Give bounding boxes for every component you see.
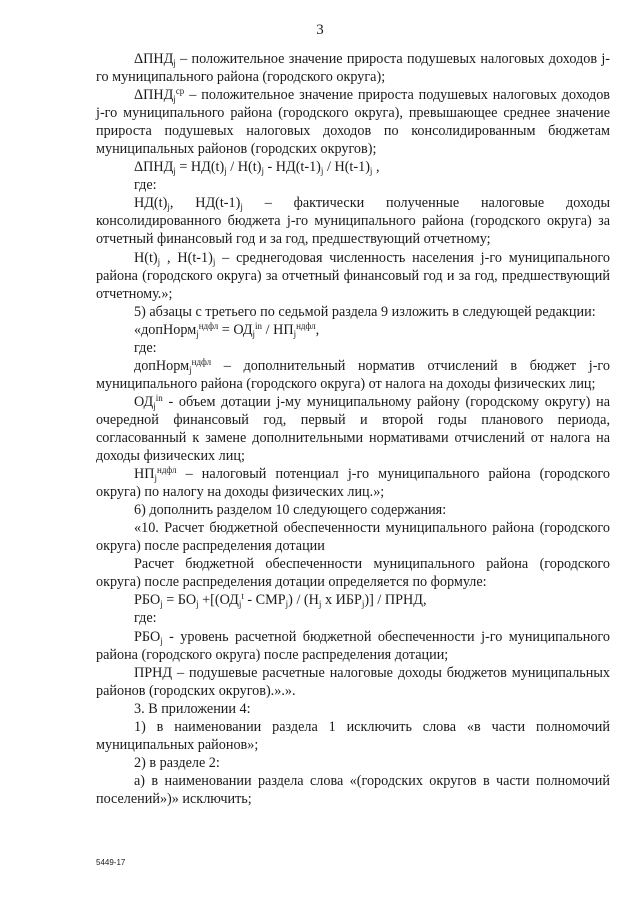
formula	[96, 591, 610, 609]
text-run: НП	[134, 466, 155, 483]
text-run: / НП	[262, 321, 294, 338]
text-run: Расчет бюджетной обеспеченности муниципального района (городского округа) после распределения дотации определяется по формуле:	[96, 556, 610, 591]
text-run: ПРНД – подушевые расчетные налоговые доходы бюджетов муниципальных районов (городских округов).».».	[96, 664, 610, 699]
superscript: ндфл	[191, 356, 212, 367]
subscript: j	[173, 94, 176, 105]
text-run: - уровень расчетной бюджетной обеспеченности j-го муниципального района (городского округа) после распределения дотации;	[96, 628, 610, 663]
paragraph	[96, 357, 610, 393]
text-run: = НД(t)	[175, 159, 225, 176]
text-run: х ИБР	[321, 592, 362, 609]
formula	[96, 158, 610, 176]
text-run: где:	[134, 610, 157, 627]
superscript: in	[155, 392, 163, 403]
subscript: j	[261, 166, 264, 177]
paragraph	[96, 772, 610, 808]
text-run: – положительное значение прироста подушевых налоговых доходов j-го муниципального района (городского округа);	[96, 51, 610, 86]
text-run: - СМР	[243, 592, 286, 609]
text-run: +[(ОД	[198, 592, 239, 609]
text-run: – дополнительный норматив отчислений в бюджет j-го муниципального района (городского округа) от налога на доходы физических лиц;	[96, 357, 610, 392]
subscript: j	[320, 166, 324, 177]
text-run: - НД(t-1)	[263, 159, 321, 176]
superscript: ндфл	[296, 320, 316, 331]
paragraph	[96, 754, 610, 772]
paragraph	[96, 176, 610, 194]
text-run: ΔПНД	[134, 159, 174, 176]
text-run: / Н(t-1)	[323, 159, 370, 176]
text-run: / Н(t)	[226, 159, 262, 176]
subscript: j	[240, 202, 243, 213]
paragraph	[96, 718, 610, 754]
text-run: РБО	[134, 628, 161, 645]
paragraph	[96, 339, 610, 357]
text-run: – положительное значение прироста подушевых налоговых доходов j-го муниципального района (городского округа), превышающее среднее значение прироста подушевых налоговых доходов по консолидированным бюджетам муниципальных районов (городских округов);	[96, 87, 610, 158]
text-run: , Н(t-1)	[160, 249, 213, 266]
subscript: j	[212, 256, 216, 267]
subscript: j	[189, 364, 192, 375]
superscript: ср	[175, 86, 185, 97]
text-run: «допНорм	[134, 321, 197, 338]
subscript: j	[154, 473, 158, 484]
text-run: РБО	[134, 592, 161, 609]
subscript: j	[196, 328, 199, 339]
text-run: 5) абзацы с третьего по седьмой раздела 9 изложить в следующей редакции:	[134, 303, 596, 320]
text-run: где:	[134, 177, 157, 194]
subscript: j	[293, 328, 297, 339]
paragraph	[96, 555, 610, 591]
superscript: in	[255, 320, 263, 331]
subscript: j	[173, 58, 176, 68]
text-run: 3. В приложении 4:	[134, 700, 251, 717]
paragraph	[96, 465, 610, 501]
paragraph	[96, 700, 610, 718]
text-run: 1) в наименовании раздела 1 исключить слова «в части полномочий муниципальных районов»;	[96, 718, 610, 753]
paragraph	[96, 194, 610, 248]
subscript: j	[318, 599, 322, 610]
paragraph	[96, 628, 610, 664]
text-run: «10. Расчет бюджетной обеспеченности муниципального района (городского округа) после распределения дотации	[96, 520, 610, 555]
subscript: j	[369, 166, 373, 177]
superscript: ндфл	[157, 465, 177, 476]
page-number: 3	[316, 22, 324, 38]
footer-code: 5449-17	[96, 858, 126, 867]
paragraph	[96, 501, 610, 519]
subscript: j	[160, 635, 163, 646]
paragraph	[96, 303, 610, 321]
text-run: а) в наименовании раздела слова «(городских округов в части полномочий поселений»)» исключить;	[96, 772, 610, 807]
document-body	[96, 50, 610, 808]
superscript: t	[241, 591, 244, 602]
text-run: НД(t)	[134, 195, 168, 212]
text-run: 2) в разделе 2:	[134, 754, 220, 771]
subscript: j	[238, 599, 242, 610]
paragraph	[96, 249, 610, 303]
paragraph	[96, 86, 610, 158]
subscript: j	[160, 599, 163, 610]
subscript: j	[196, 599, 199, 610]
text-run: ,	[372, 159, 380, 176]
subscript: j	[361, 599, 365, 610]
text-run: = ОД	[218, 321, 253, 338]
subscript: j	[252, 328, 256, 339]
subscript: j	[157, 256, 161, 267]
subscript: j	[167, 202, 170, 213]
text-run: – налоговый потенциал j-го муниципального района (городского округа) по налогу на доходы физических лиц.»;	[96, 466, 610, 501]
text-run: )] / ПРНД,	[364, 592, 427, 609]
text-run: 6) дополнить разделом 10 следующего содержания:	[134, 502, 447, 519]
text-run: где:	[134, 339, 157, 356]
text-run: ,	[315, 321, 320, 338]
subscript: j	[173, 166, 176, 177]
subscript: j	[285, 599, 289, 610]
paragraph	[96, 664, 610, 700]
text-run: ) / (Н	[288, 592, 319, 609]
text-run: - объем дотации j-му муниципальному району (городскому округу) на очередной финансовый год, первый и второй годы планового периода, согласованный к замене дополнительными нормативами отчислений от налога на доходы физических лиц;	[96, 393, 610, 465]
subscript: j	[153, 400, 156, 411]
formula	[96, 321, 610, 339]
section-heading	[96, 519, 610, 555]
text-run: – среднегодовая численность населения j-го муниципального района (городского округа) за отчетный финансовый год и за год, предшествующий отчетному.»;	[96, 249, 610, 302]
paragraph	[96, 393, 610, 465]
text-run: допНорм	[134, 357, 190, 374]
text-run: – фактически полученные налоговые доходы консолидированного бюджета j-го муниципального района (городского округа) за отчетный финансовый год и за год, предшествующий отчетному;	[96, 195, 610, 248]
text-run: ΔПНД	[134, 87, 174, 104]
superscript: ндфл	[198, 320, 219, 331]
text-run: Н(t)	[134, 249, 158, 266]
paragraph	[96, 50, 610, 86]
subscript: j	[224, 166, 227, 177]
text-run: ΔПНД	[134, 51, 174, 67]
paragraph	[96, 609, 610, 627]
text-run: = БО	[162, 592, 197, 609]
text-run: ОД	[134, 393, 154, 410]
text-run: , НД(t-1)	[169, 195, 241, 212]
